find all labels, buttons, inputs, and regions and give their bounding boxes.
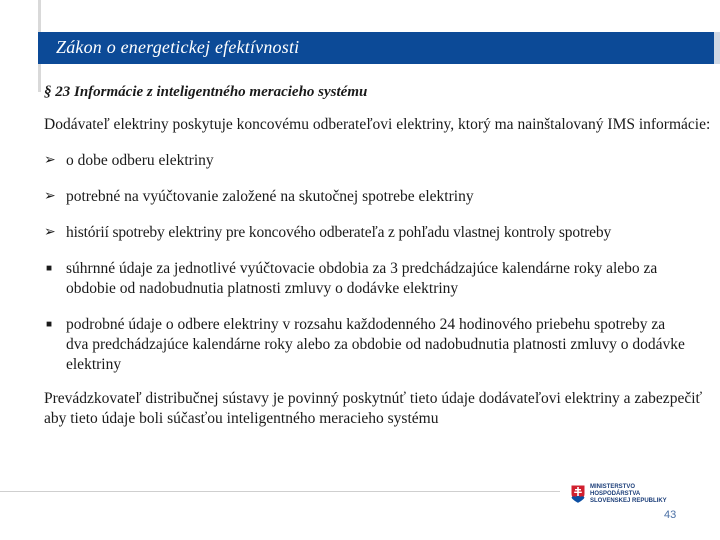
slide-body bbox=[44, 115, 716, 429]
ministry-name-line: HOSPODÁRSTVA bbox=[590, 491, 641, 497]
arrow-bullet-item bbox=[44, 223, 716, 243]
bullet-text: o dobe odberu elektriny bbox=[66, 152, 214, 169]
arrow-bullet-item bbox=[44, 151, 716, 171]
title-bar bbox=[38, 32, 720, 64]
footer-rule bbox=[0, 491, 560, 492]
page-number: 43 bbox=[664, 509, 677, 521]
square-bullet-item bbox=[44, 259, 716, 299]
closing-paragraph: Prevádzkovateľ distribučnej sústavy je povinný poskytnúť tieto údaje dodávateľovi elektriny a zabezpečiť aby tieto údaje boli súčasťou inteligentného meracieho systému bbox=[44, 390, 703, 427]
slovak-coat-of-arms-icon bbox=[570, 484, 586, 504]
ministry-name-line: SLOVENSKEJ REPUBLIKY bbox=[590, 498, 667, 504]
ministry-logo bbox=[570, 480, 680, 510]
ministry-name bbox=[590, 484, 667, 505]
square-bullet-item bbox=[44, 315, 716, 375]
slide-title: Zákon o energetickej efektívnosti bbox=[56, 37, 300, 57]
bullet-text: potrebné na vyúčtovanie založené na skutočnej spotrebe elektriny bbox=[66, 188, 474, 205]
intro-paragraph: Dodávateľ elektriny poskytuje koncovému odberateľovi elektriny, ktorý ma nainštalovaný IMS informácie: bbox=[44, 116, 711, 133]
section-heading: § 23 Informácie z inteligentného meracieho systému bbox=[44, 84, 368, 100]
arrow-bullet-icon: ➢ bbox=[44, 189, 56, 204]
square-bullet-icon: ■ bbox=[46, 319, 53, 330]
square-bullet-icon: ■ bbox=[46, 263, 53, 274]
arrow-bullet-item bbox=[44, 187, 716, 207]
ministry-name-line: MINISTERSTVO bbox=[590, 484, 636, 490]
title-bar-accent bbox=[714, 32, 720, 64]
bullet-text: histórií spotreby elektriny pre koncového odberateľa z pohľadu vlastnej kontroly spotreby bbox=[66, 224, 612, 241]
arrow-bullet-icon: ➢ bbox=[44, 153, 56, 168]
arrow-bullet-icon: ➢ bbox=[44, 225, 56, 240]
bullet-text: podrobné údaje o odbere elektriny v rozsahu každodenného 24 hodinového priebehu spotreby za dva predchádzajúce kalendárne roky alebo za obdobie od nadobudnutia platnosti zmluvy o dodávke elektriny bbox=[66, 316, 685, 373]
bullet-text: súhrnné údaje za jednotlivé vyúčtovacie obdobia za 3 predchádzajúce kalendárne roky alebo za obdobie od nadobudnutia platnosti zmluvy o dodávke elektriny bbox=[66, 260, 658, 297]
